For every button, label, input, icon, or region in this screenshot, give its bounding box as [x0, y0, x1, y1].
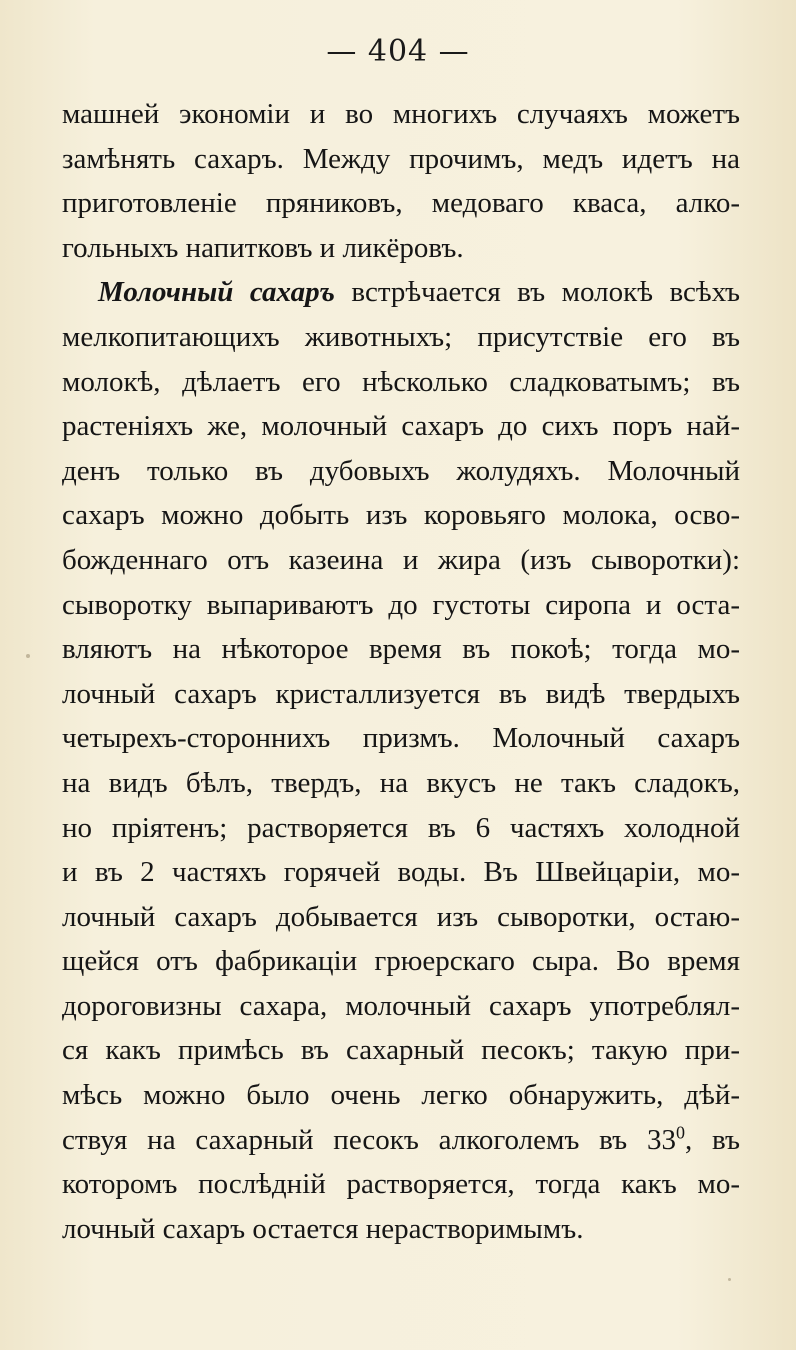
text-line: сахаръ можно добыть изъ коровьяго молока, осво-	[62, 499, 740, 532]
text-line: замѣнять сахаръ. Между прочимъ, медъ идетъ на	[62, 142, 740, 175]
text-segment: , въ	[684, 1123, 740, 1156]
text-line: денъ только въ дубовыхъ жолудяхъ. Молочный	[62, 454, 740, 487]
paper-speck	[26, 654, 30, 658]
text-line: машней экономіи и во многихъ случаяхъ можетъ	[62, 98, 740, 130]
text-line: мелкопитающихъ животныхъ; присутствіе его въ	[62, 320, 740, 353]
text-line: щейся отъ фабрикаціи грюерскаго сыра. Во время	[62, 945, 740, 978]
text-line: дороговизны сахара, молочный сахаръ употреблял-	[62, 989, 740, 1022]
text-line: гольныхъ напитковъ и ликёровъ.	[62, 231, 464, 264]
degree-superscript: 0	[675, 1122, 685, 1142]
page-number: — 404 —	[326, 34, 470, 69]
text-line-rest: встрѣчается въ молокѣ всѣхъ	[334, 276, 740, 309]
text-line: на видъ бѣлъ, твердъ, на вкусъ не такъ сладокъ,	[62, 766, 740, 799]
text-line: четырехъ-стороннихъ призмъ. Молочный сахаръ	[62, 722, 740, 755]
body-text	[62, 92, 740, 1251]
text-line: растеніяхъ же, молочный сахаръ до сихъ поръ най-	[62, 410, 740, 443]
text-line-with-degree	[62, 1118, 740, 1163]
text-segment: ствуя на сахарный песокъ алкоголемъ въ 33	[62, 1123, 676, 1156]
paper-speck	[728, 1278, 731, 1281]
text-line: молокѣ, дѣлаетъ его нѣсколько сладковатымъ; въ	[62, 365, 740, 398]
text-line: божденнаго отъ казеина и жира (изъ сыворотки):	[62, 543, 740, 576]
text-line: лочный сахаръ остается нерастворимымъ.	[62, 1212, 584, 1245]
text-line: ся какъ примѣсь въ сахарный песокъ; такую при-	[62, 1034, 740, 1067]
text-line-paragraph-start	[62, 270, 740, 315]
text-line: лочный сахаръ добывается изъ сыворотки, остаю-	[62, 900, 740, 933]
text-line: и въ 2 частяхъ горячей воды. Въ Швейцаріи, мо-	[62, 856, 740, 889]
text-line: вляютъ на нѣкоторое время въ покоѣ; тогда мо-	[62, 633, 740, 666]
text-line: мѣсь можно было очень легко обнаружить, дѣй-	[62, 1079, 740, 1112]
text-line: но пріятенъ; растворяется въ 6 частяхъ холодной	[62, 811, 740, 844]
text-line: которомъ послѣдній растворяется, тогда какъ мо-	[62, 1168, 740, 1201]
text-line: лочный сахаръ кристаллизуется въ видѣ твердыхъ	[62, 677, 740, 710]
italic-term: Молочный сахаръ	[98, 276, 335, 309]
text-line: сыворотку выпариваютъ до густоты сиропа и оста-	[62, 588, 740, 621]
text-line: приготовленіе пряниковъ, медоваго кваса, алко-	[62, 187, 740, 220]
